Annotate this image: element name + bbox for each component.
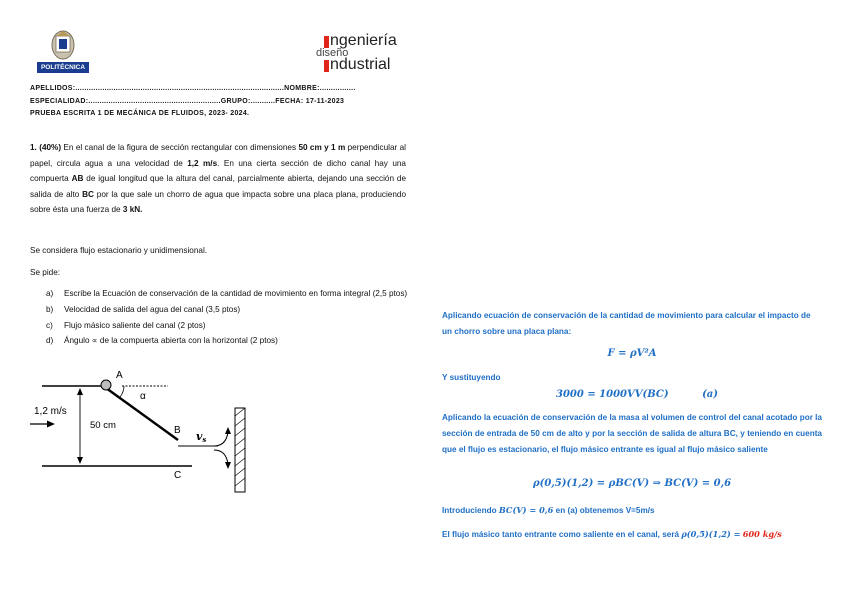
s5-text: El flujo másico tanto entrante como saliente en el canal, será [442,530,682,539]
hinge-icon [101,380,111,390]
problem-weight: (40%) [39,143,62,152]
s4-eq: BC(V) = 0,6 [498,505,554,515]
equation-2-tag: (a) [702,389,719,400]
equation-1: F = ρV²A [607,348,657,359]
list-item [46,318,408,334]
gate-ab: AB [71,174,84,184]
s5-eq: ρ(0,5)(1,2) = [681,529,741,539]
se-pide-text: Se pide: [30,268,61,277]
problem-number: 1. [30,143,37,152]
equation-3: ρ(0,5)(1,2) = ρBC(V) ⇒ BC(V) = 0,6 [532,478,732,489]
fecha-field: FECHA: 17-11-2023 [275,98,345,105]
nombre-field: NOMBRE:................ [284,85,356,92]
deflected-jet [214,450,228,464]
list-item [46,333,408,349]
mass-flow-result: 600 kg/s [742,529,782,539]
item-letter: b) [46,304,54,314]
item-letter: d) [46,336,54,346]
equation-2-body: 3000 = 1000VV(BC) [556,389,669,400]
problem-paragraph [30,140,406,218]
list-item [46,302,408,318]
arrow-head-icon [225,427,231,434]
label-velocity: 1,2 m/s [34,406,67,417]
solution-text-3: Aplicando la ecuación de conservación de la masa al volumen de control del canal acotado por la sección de entrada de 50 cm de alto y por la sección de salida de altura BC, y teniendo en cuenta que el flujo es estacionario, el flujo másico entrante es igual al flujo másico saliente [442,413,822,454]
angle-arc [120,386,124,397]
problem-text: por la que sale un chorro de agua que impacta sobre una placa plana, produciendo sobre ésta una fuerza de [30,189,406,215]
arrow-head-icon [77,388,83,395]
arrow-head-icon [225,462,231,469]
apellidos-field: APELLIDOS:............................................................................................. [30,85,285,92]
label-alpha: α [140,391,146,402]
label-c: C [174,470,182,481]
problem-text: En el canal de la figura de sección rectangular con dimensiones [61,143,299,152]
solution-text-5 [442,526,822,543]
logo-accent-i2 [324,60,329,72]
dimensions: 50 cm y 1 m [298,143,346,152]
problem-text: . En una cierta sección de dicho canal hay una compuerta [30,158,406,184]
s4-text: Introduciendo [442,506,499,515]
item-letter: c) [46,320,53,330]
list-item [46,286,408,302]
label-a: A [116,370,123,381]
logo-line2: diseño [316,47,349,59]
grupo-field: GRUPO:........... [220,98,276,105]
section-bc: BC [82,189,94,199]
label-height: 50 cm [90,420,116,431]
item-text: Ángulo ∝ de la compuerta abierta con la horizontal (2 ptos) [64,336,278,346]
problem-text: perpendicular al papel, circula agua a una velocidad de [30,143,406,168]
arrow-head-icon [77,457,83,464]
exam-title: PRUEBA ESCRITA 1 DE MECÁNICA DE FLUIDOS, 2023- 2024. [30,110,250,117]
force: 3 kN. [122,205,143,215]
label-b: B [174,425,181,436]
label-vs: vs [196,430,207,444]
header-line-2 [30,96,430,107]
especialidad-field: ESPECIALIDAD:........................................................... [30,98,221,105]
equation-2 [556,389,718,400]
arrow-head-icon [47,421,55,428]
item-text: Escribe la Ecuación de conservación de la cantidad de movimiento en forma integral (2,5 ptos) [64,289,408,298]
deflected-jet [214,432,228,446]
crest-icon [34,28,92,62]
logo-line1: ngeniería [330,32,397,49]
assumption-text: Se considera flujo estacionario y unidimensional. [30,246,208,255]
item-text: Flujo másico saliente del canal (2 ptos) [64,320,206,330]
item-letter: a) [46,289,54,298]
velocity: 1,2 m/s [187,158,218,168]
question-list [46,286,408,349]
s4-text: en (a) obtenemos V=5m/s [553,506,655,515]
problem-text: de igual longitud que la altura del canal, parcialmente abierta, dejando una sección de salida de alto [30,174,406,199]
logo-caption: POLITÉCNICA [37,62,89,73]
logo-line3: ndustrial [330,56,391,73]
channel-figure [28,366,258,498]
item-text: Velocidad de salida del agua del canal (3,5 ptos) [64,304,241,314]
solution-text-2: Y sustituyendo [442,373,501,382]
solution-text-4 [442,502,655,519]
solution-text-1: Aplicando ecuación de conservación de la cantidad de movimiento para calcular el impacto de un chorro sobre una placa plana: [442,311,811,336]
politecnica-logo [34,28,92,74]
header-line-1 [30,83,430,94]
ingenieria-logo [312,32,402,74]
